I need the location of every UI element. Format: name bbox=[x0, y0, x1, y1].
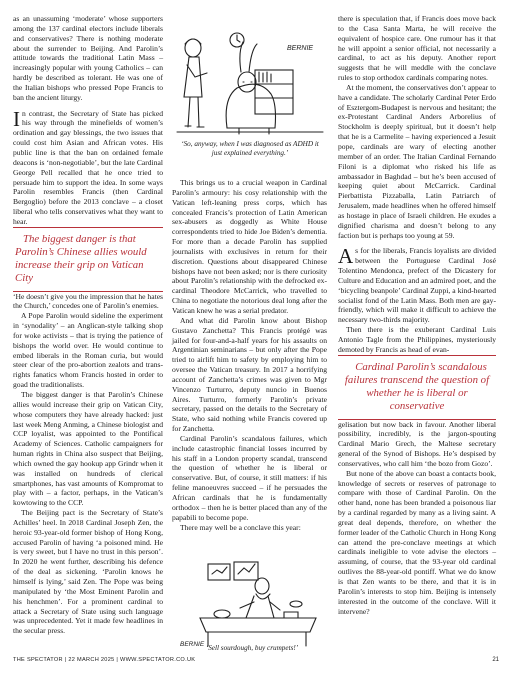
paragraph: ‘He doesn’t give you the impression that he hates the Church,’ concedes one of Parolin’s enemies. bbox=[13, 291, 164, 311]
paragraph: There may well be a conclave this year: bbox=[180, 522, 301, 532]
paragraph: there is speculation that, if Francis does move back to the Casa Santa Marta, he will receive the equivalent of hospice care. One rumour has it that he will appoint a senior official, not necessarily a cardinal, to act as his deputy. Another report suggests that he will meddle with the conclave rules to stop orthodox cardinals comparing notes. bbox=[338, 14, 496, 83]
paragraph: In contrast, the Secretary of State has picked his way through the minefields of women’s ordination and gay blessings, the two issues that could cost him Asian and African votes. His public line is that the ban on ordained female deacons is ‘non-negotiable’, but the late Cardinal George Pell recalled that he once tried to persuade him to support the idea. In some ways Parolin resembles Francis (then Cardinal Bergoglio) before the 2013 conclave – a closet liberal who tells conservatives what they want to hear. bbox=[13, 106, 163, 226]
paragraph: The Beijing pact is the Secretary of State’s Achilles’ heel. In 2018 Cardinal Joseph Zen, the heroic 93-year-old former bishop of Hong Kong, accused Parolin of having ‘a poisoned mind. He is very sweet, but I have no trust in this person’. In 2020 he went further, describing his defence of the deal as sickening. ‘Parolin knows he himself is lying,’ said Zen. The Pope was being manipulated by ‘the Most Eminent Parolin and his henchmen’. For a prominent cardinal to attack a Secretary of State using such language was unprecedented. Yet it made few headlines in the secular press. bbox=[13, 508, 163, 636]
paragraph: But none of the above can boast a contacts book, knowledge of secrets or reserves of patronage to compare with those of Cardinal Parolin. On the other hand, none has been branded a poisonous liar by a cardinal regarded by many as a living saint. A great deal depends, therefore, on whether the former leader of the Catholic Church in Hong Kong can attend the pre-conclave meetings at which cardinals ineligible to vote advise the electors – assuming, of course, that the 93-year old cardinal outlives the 88-year-old pontiff. What we do know is that Zen wants to be there, and that it is in Parolin’s interests to stop him. Beijing is intensely interested in the outcome of the conclave. Will it intervene? bbox=[338, 468, 496, 616]
page-footer: THE SPECTATOR | 22 MARCH 2025 | WWW.SPECTATOR.CO.UK bbox=[13, 657, 196, 663]
pull-quote: Cardinal Parolin’s scandalous failures transcend the question of whether he is liberal or conservative bbox=[338, 355, 496, 420]
cartoon-caption: ‘Sell sourdough, buy crumpets!’ bbox=[205, 644, 299, 652]
paragraph: The biggest danger is that Parolin’s Chinese allies would increase their grip on Vatican City, whose computers they have already hacked: just last week Meng Anming, a Chinese biologist and CCP loyalist, was appointed to the Pontifical Academy of Sciences. Catholic campaigners for human rights in China also suspect that Beijing, which owned the gay hookup app Grindr when it was installed on hundreds of clerical smartphones, has vast amounts of Kompromat to play with – a factor, perhaps, in the Vatican’s kowtowing to the CCP. bbox=[13, 389, 163, 508]
paragraph: This brings us to a crucial weapon in Cardinal Parolin’s armoury: his cosy relationship with the Vatican left-leaning press corps, which has concealed Francis’s protection of Latin American sex-abusers as doggedly as White House correspondents tried to hide Joe Biden’s dementia. For more than a decade Parolin has supplied journalists with exclusives in return for their discretion. Questions about disappeared Chinese bishops have not been asked; nor is there curiosity about Parolin’s relationship with the defrocked ex-cardinal Theodore McCarrick, who travelled to China to negotiate the notorious deal long after the Vatican knew he was a serial predator. bbox=[172, 178, 327, 315]
article-column-1 bbox=[13, 14, 163, 636]
cartoon-therapy bbox=[175, 10, 325, 138]
cartoon-caption: ‘So, anyway, when I was diagnosed as ADHD it just explained everything.’ bbox=[181, 140, 319, 157]
paragraph: Cardinal Parolin’s scandalous failures, which include catastrophic financial losses incurred by his staff in a London property scandal, transcend the question of whether he is liberal or conservative. But, of course, it still matters: if his feline manoeuvres succeed – if he persuades the African cardinals that he is fundamentally orthodox – then he is better placed than any of the papabili to become pope. bbox=[172, 433, 327, 522]
paragraph: At the moment, the conservatives don’t appear to have a candidate. The scholarly Cardinal Peter Erdo of Esztergom-Budapest is nervous and hesitant; the ex-Protestant Cardinal Anders Arborelius of Stockholm is deeply spiritual, but it doesn’t help that he is a Carmelite – having experienced a Jesuit pope, cardinals are wary of electing another member of an order. The Italian Cardinal Fernando Filoni is a diplomat who risked his life as ambassador in Baghdad – but he’s been accused of keeping quiet about McCarrick. Cardinal Pierbattista Pizzaballa, Latin Patriarch of Jerusalem, made headlines when he offered himself as hostage in place of Israeli children. He exudes a dignified charisma and doesn’t belong to any faction but is perhaps too young at 59. bbox=[338, 82, 497, 240]
cartoon-signature: BERNIE bbox=[287, 45, 314, 52]
paragraph: Then there is the exuberant Cardinal Luis Antonio Tagle from the Philippines, mysteriously demoted by Francis as head of evan- bbox=[338, 325, 496, 354]
article-column-2 bbox=[172, 178, 327, 532]
paragraph: gelisation but now back in favour. Another liberal possibility, incredibly, is the jargon-spouting Cardinal Mario Grech, the Maltese secretary general of the Synod of Bishops. He’s despised by conservatives, who call him ‘the bozo from Gozo’. bbox=[338, 419, 496, 468]
paragraph: A Pope Parolin would sideline the experiment in ‘synodality’ – an Anglican-style talking shop for woke activists – that is trying the patience of bishops the world over. He would continue to embed liberals in the Roman curia, but would steer clear of the pro-abortion zealots and trans-rights fanatics whom Francis hosted in order to goad the traditionalists. bbox=[13, 311, 163, 390]
paragraph: And what did Parolin know about Bishop Gustavo Zanchetta? This Francis protégé was jailed for four-and-a-half years for his assaults on Argentinian seminarians – but only after the Pope tried to airlift him to safety by employing him to oversee the Vatican treasury. In 2017 a horrifying account of Zanchetta’s crimes was given to Mgr Vincenzo Turturro, deputy nuncio in Buenos Aires. Turturro, formerly Parolin’s private secretary, passed on the details to the Secretary of State, who said nothing while Francis covered up for Zanchetta. bbox=[172, 315, 327, 434]
page-number: 21 bbox=[492, 657, 499, 663]
paragraph: As for the liberals, Francis loyalists are divided between the Portuguese Cardinal José Tolentino Mendonca, prefect of the Dicastery for Culture and Education and an admired poet, and the ‘bicycling beanpole’ Cardinal Zuppi, a kind-hearted socialist fond of the Latin Mass. Both men are gay-friendly, which will make it difficult to achieve the necessary two-thirds majority. bbox=[338, 244, 496, 325]
pull-quote: The biggest danger is that Parolin’s Chinese allies would increase their grip on Vatican City bbox=[13, 227, 163, 292]
cartoon-signature: BERNIE bbox=[180, 641, 205, 648]
paragraph: as an unassuming ‘moderate’ whose supporters among the 137 cardinal electors include liberals and conservatives? There is nothing moderate about the surrender to Beijing. And Parolin’s attitude towards the traditional Latin Mass – increasingly popular with young Catholics – can hardly be described as tolerant. He was one of the Italian bishops who pressed Pope Francis to ban the ancient liturgy. bbox=[13, 14, 163, 102]
cartoon-bakery-desk bbox=[178, 556, 326, 650]
article-column-3 bbox=[338, 14, 496, 616]
